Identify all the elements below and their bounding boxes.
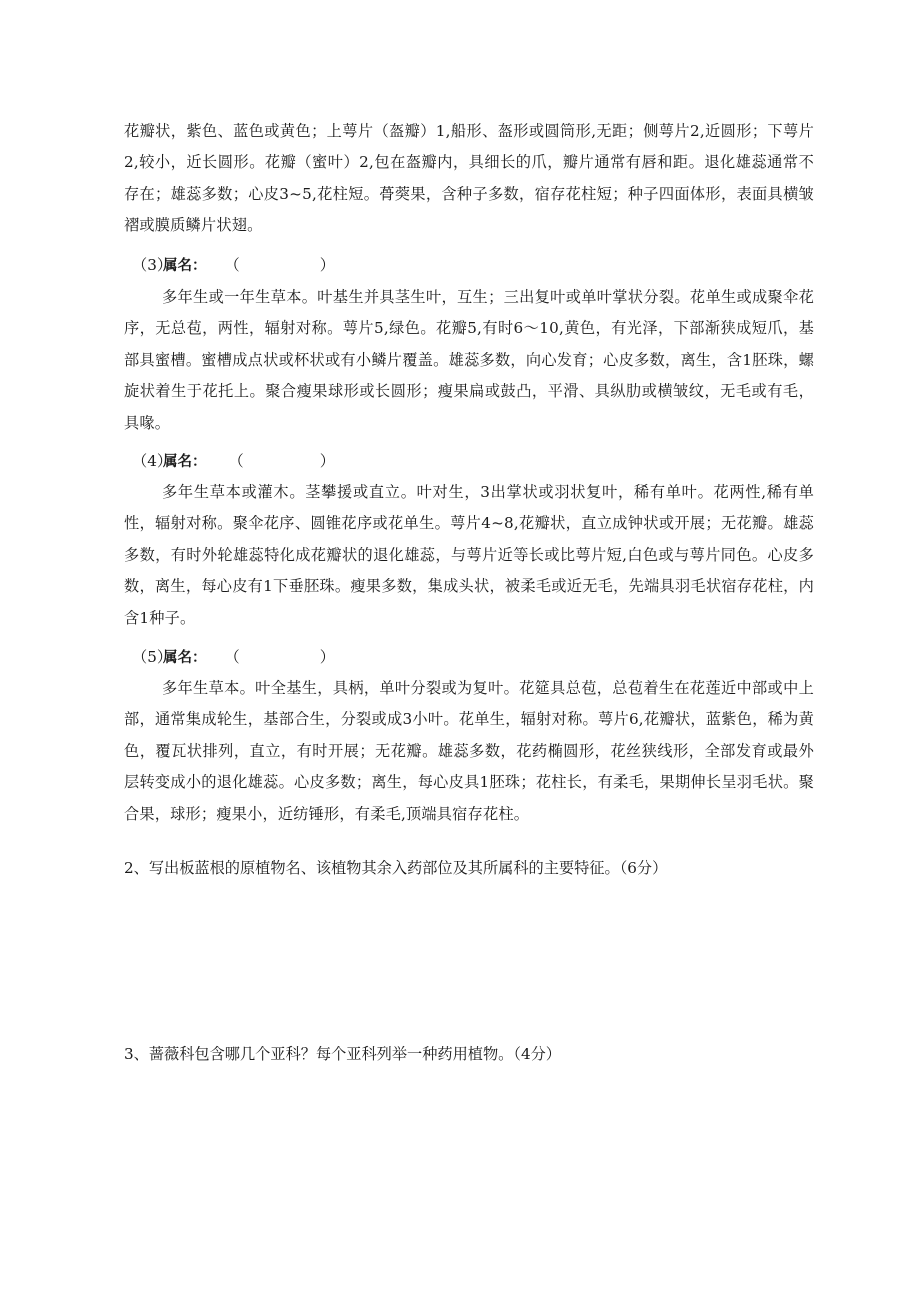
item-5-open-paren: （ [224,648,240,666]
item-4-number: （4） [132,452,173,470]
item-4-header [132,450,335,473]
question-3: 3、蔷薇科包含哪几个亚科？每个亚科列举一种药用植物。（4分） [124,1045,561,1063]
item-5-number: （5） [132,648,173,666]
item-5-header [132,646,335,669]
item-3-close-paren: ） [319,256,335,274]
item-4-label: 属名： [163,454,207,470]
item-4-close-paren: ） [319,452,335,470]
item-3-header [132,254,335,277]
intro-paragraph: 花瓣状，紫色、蓝色或黄色；上萼片（盔瓣）1,船形、盔形或圆筒形,无距；侧萼片2,近圆形；下萼片2,较小，近长圆形。花瓣（蜜叶）2,包在盔瓣内，具细长的爪，瓣片通常有唇和距。退化雄蕊通常不存在；雄蕊多数；心皮3~5,花柱短。蓇葖果，含种子多数，宿存花柱短；种子四面体形，表面具横皱褶或膜质鳞片状翅。 [124,122,814,235]
item-3-description: 多年生或一年生草本。叶基生并具茎生叶，互生；三出复叶或单叶掌状分裂。花单生或成聚伞花序，无总苞，两性，辐射对称。萼片5,绿色。花瓣5,有时6～10,黄色，有光泽，下部渐狭成短爪，基部具蜜槽。蜜槽成点状或杯状或有小鳞片覆盖。雄蕊多数，向心发育；心皮多数，离生，含1胚珠，螺旋状着生于花托上。聚合瘦果球形或长圆形；瘦果扁或鼓凸，平滑、具纵肋或横皱纹，无毛或有毛，具喙。 [124,288,814,432]
item-3-label: 属名： [163,258,207,274]
item-5-close-paren: ） [319,648,335,666]
item-5-label: 属名： [163,650,207,666]
item-3-number: （3） [132,256,173,274]
item-3-open-paren: （ [224,256,240,274]
item-4-open-paren: （ [228,452,244,470]
item-4-description: 多年生草本或灌木。茎攀援或直立。叶对生，3出掌状或羽状复叶，稀有单叶。花两性,稀有单性，辐射对称。聚伞花序、圆锥花序或花单生。萼片4~8,花瓣状，直立成钟状或开展；无花瓣。雄蕊多数，有时外轮雄蕊特化成花瓣状的退化雄蕊，与萼片近等长或比萼片短,白色或与萼片同色。心皮多数，离生，每心皮有1下垂胚珠。瘦果多数，集成头状，被柔毛或近无毛，先端具羽毛状宿存花柱，内含1种子。 [124,483,814,627]
question-2: 2、写出板蓝根的原植物名、该植物其余入药部位及其所属科的主要特征。（6分） [124,859,668,877]
item-5-description: 多年生草本。叶全基生，具柄，单叶分裂或为复叶。花筵具总苞，总苞着生在花莲近中部或中上部，通常集成轮生，基部合生，分裂或成3小叶。花单生，辐射对称。萼片6,花瓣状，蓝紫色，稀为黄色，覆瓦状排列，直立，有时开展；无花瓣。雄蕊多数，花药椭圆形，花丝狭线形，全部发育或最外层转变成小的退化雄蕊。心皮多数；离生，每心皮具1胚珠；花柱长，有柔毛，果期伸长呈羽毛状。聚合果，球形；瘦果小，近纺锤形，有柔毛,顶端具宿存花柱。 [124,679,814,823]
